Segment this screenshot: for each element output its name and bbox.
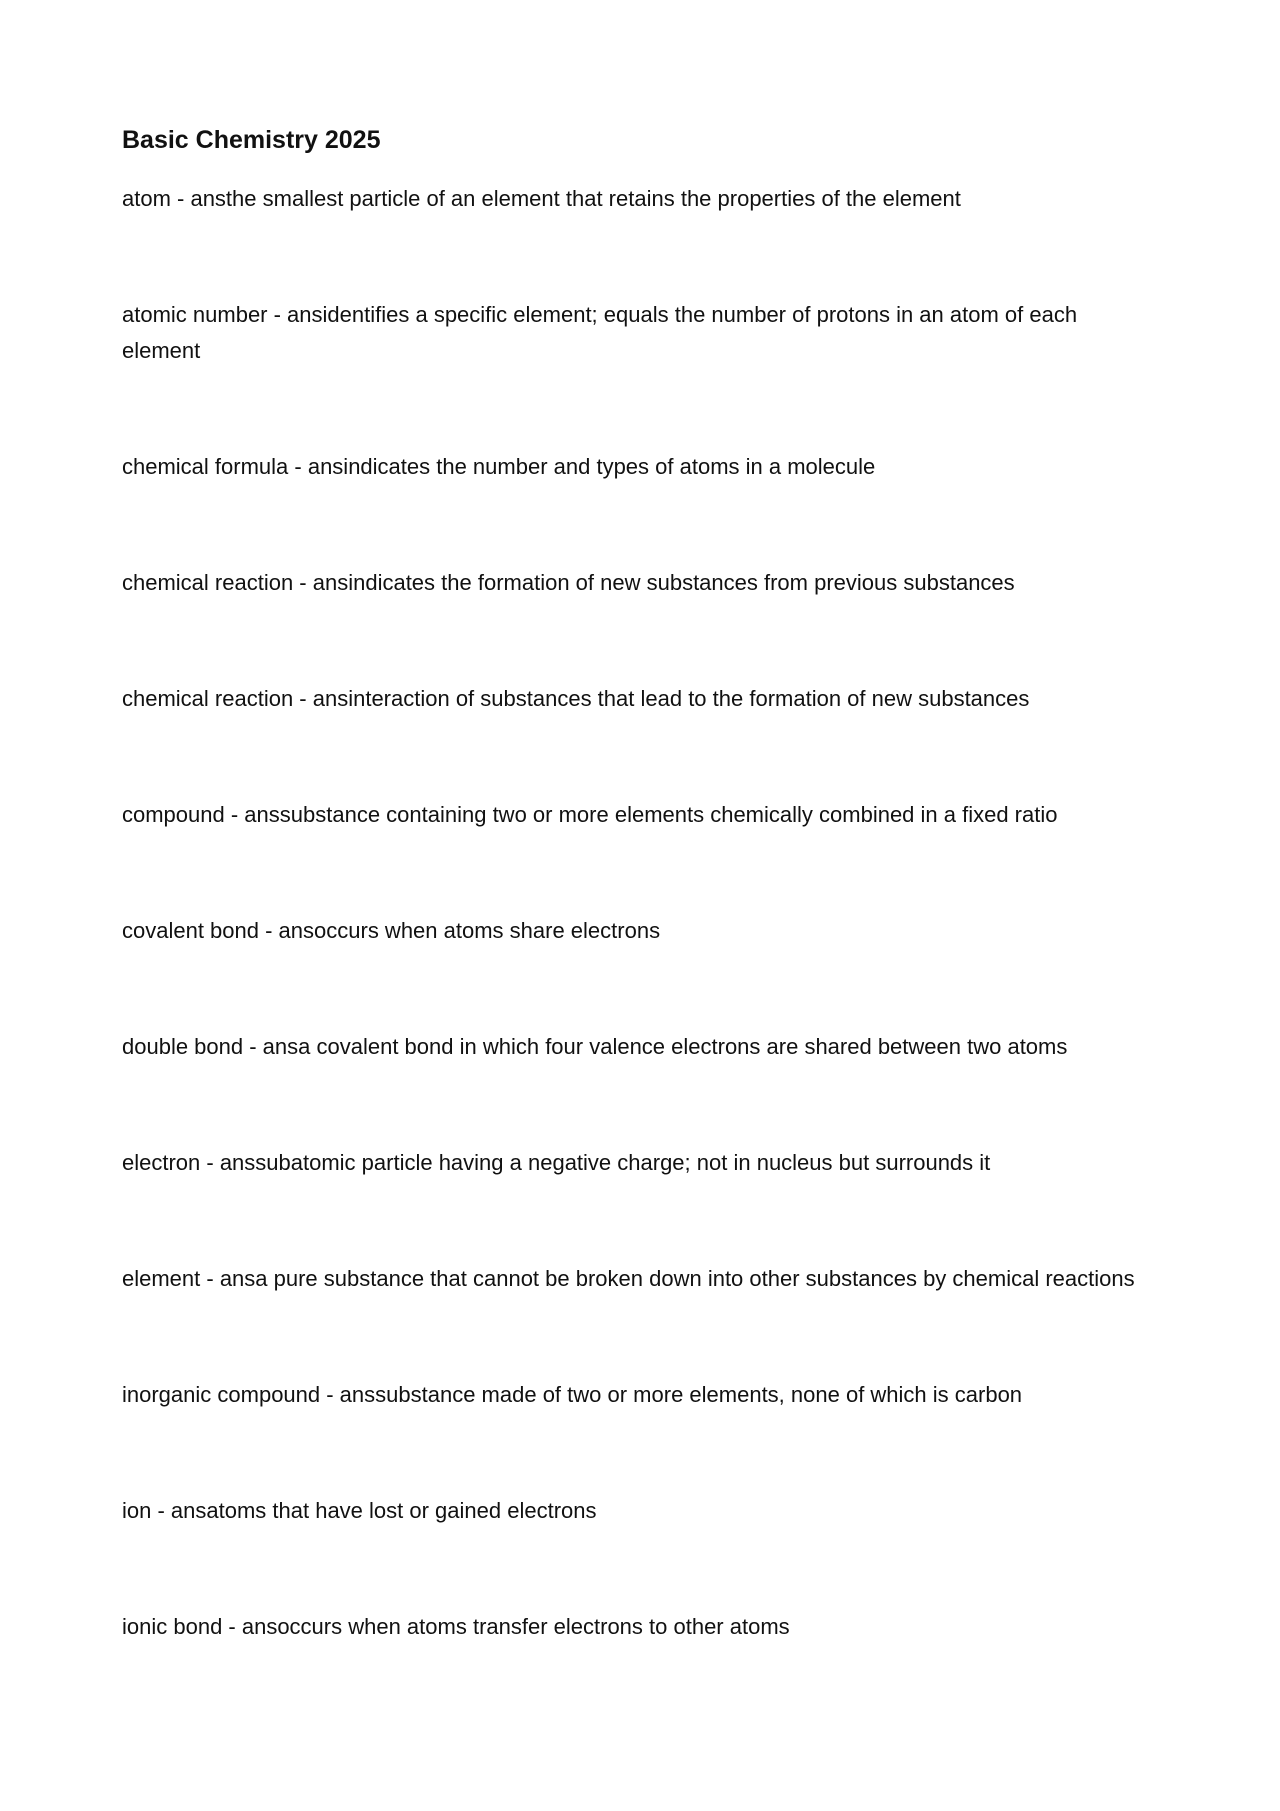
glossary-entry: ionic bond - ansoccurs when atoms transfer electrons to other atoms xyxy=(122,1614,790,1639)
glossary-entry: chemical reaction - ansindicates the formation of new substances from previous substances xyxy=(122,570,1015,595)
glossary-list xyxy=(122,181,1160,1645)
glossary-entry: covalent bond - ansoccurs when atoms share electrons xyxy=(122,918,661,943)
glossary-entry: atom - ansthe smallest particle of an element that retains the properties of the element xyxy=(122,186,961,211)
glossary-entry: element - ansa pure substance that cannot be broken down into other substances by chemical reactions xyxy=(122,1266,1135,1291)
glossary-entry: inorganic compound - anssubstance made of two or more elements, none of which is carbon xyxy=(122,1382,1023,1407)
glossary-entry: ion - ansatoms that have lost or gained electrons xyxy=(122,1498,597,1523)
glossary-entry: electron - anssubatomic particle having a negative charge; not in nucleus but surrounds it xyxy=(122,1150,991,1175)
page-title: Basic Chemistry 2025 xyxy=(122,126,381,154)
glossary-entry: chemical formula - ansindicates the number and types of atoms in a molecule xyxy=(122,454,876,479)
glossary-entry: atomic number - ansidentifies a specific element; equals the number of protons in an atom of each element xyxy=(122,302,1078,363)
glossary-entry: chemical reaction - ansinteraction of substances that lead to the formation of new substances xyxy=(122,686,1030,711)
glossary-entry: compound - anssubstance containing two or more elements chemically combined in a fixed ratio xyxy=(122,802,1058,827)
glossary-entry: double bond - ansa covalent bond in which four valence electrons are shared between two atoms xyxy=(122,1034,1068,1059)
